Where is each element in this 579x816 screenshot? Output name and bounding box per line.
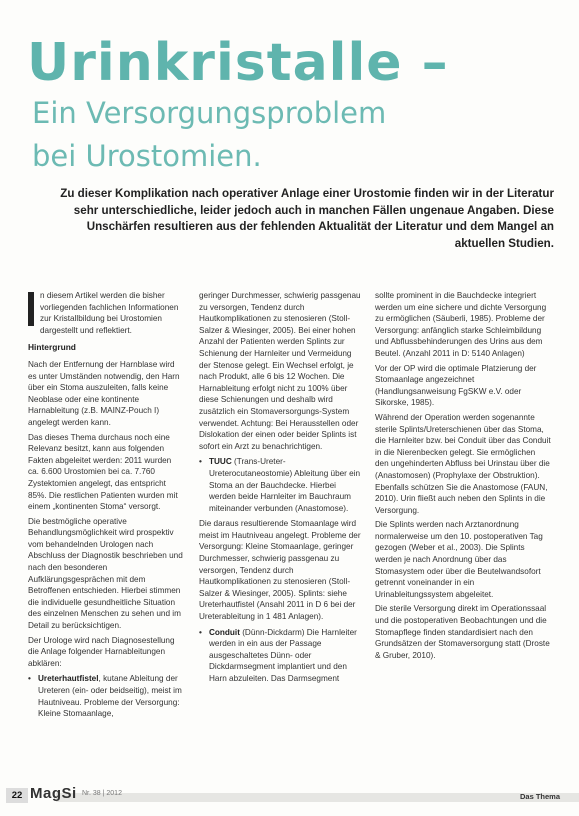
bullet-item: • Ureterhautfistel, kutane Ableitung der Ureteren (ein- oder beidseitig), meist im Hautniveau. Probleme der Versorgung: Kleine Stomaanlage, bbox=[28, 674, 182, 719]
paragraph: Die sterile Versorgung direkt im Operationssaal und die postoperativen Beobachtungen und die Stomapflege finden standardisiert nach den Grundsätzen der Stomaversorgung statt (Droste & Gruber, 2010). bbox=[375, 604, 550, 660]
paragraph: Nach der Entfernung der Harnblase wird es unter Umständen notwendig, den Harn über ein Stoma auszuleiten, falls keine Neoblase oder eine kontinente Harnableitung (z.B. MAINZ-Pouch I) angelegt werden kann. bbox=[28, 359, 180, 427]
bullet-item: • Conduit (Dünn-Dickdarm) Die Harnleiter werden in ein aus der Passage ausgeschaltetes Dünn- oder Dickdarmsegment implantiert und den Harn abzuleiten. Das Darmsegment bbox=[199, 627, 357, 683]
paragraph: Die Splints werden nach Arztanordnung normalerweise um den 10. postoperativen Tag gezogen (Weber et al., 2003). Die Splints werden je nach Anordnung über das Stomasystem oder über die Beutelwandsofort getrennt voneinander in ein Urinableitungssystem abgeleitet. bbox=[375, 520, 543, 599]
paragraph: Das dieses Thema durchaus noch eine Relevanz besitzt, kann aus folgenden Fakten abgeleitet werden: 2011 wurden ca. 6.600 Urostomien bei ca. 7.760 Zystektomien angelegt, das entspricht 85%. Die restlichen Patienten wurden mit einem „kontinenten Stoma“ versorgt. bbox=[28, 432, 178, 512]
bullet-icon: • bbox=[199, 457, 202, 467]
lead-paragraph: Zu dieser Komplikation nach operativer Anlage einer Urostomie finden wir in der Literatur sehr unterschiedliche, leider jedoch auch in manchen Fällen ungenaue Angaben. Diese Unschärfen resultieren aus der fehlenden Aktualität der Literatur und dem Mangel an aktuellen Studien. bbox=[60, 187, 554, 250]
bullet-icon: • bbox=[28, 674, 31, 684]
bullet-icon: • bbox=[199, 627, 202, 637]
paragraph: Der Urologe wird nach Diagnosestellung die Anlage folgender Harnableitungen abklären: bbox=[28, 635, 175, 668]
text-column-2 bbox=[199, 290, 365, 689]
bullet-item: • TUUC (Trans-Ureter-Ureterocutaneostomie) Ableitung über ein Stoma an der Bauchdecke. Hierbei werden beide Harnleiter im Bauchraum miteinander verbunden (Anastomose). bbox=[199, 457, 361, 513]
paragraph: Während der Operation werden sogenannte sterile Splints/Ureterschienen über das Stoma, die Harnleiter bzw. bei Conduit über das Conduit in die Nierenbecken gelegt. Sie ermöglichen den ungehinderten Abfluss bei Urinstau über die (Anastomosen) (Prophylaxe der Obstruktion). Ebenfalls schützen Sie die Anastomose (FAUN, 2010). Urin fließt auch neben den Splints in die Versorgung. bbox=[375, 412, 551, 515]
paragraph: sollte prominent in die Bauchdecke integriert werden um eine sichere und dichte Versorgung zu ermöglichen (Säuberli, 1985). Probleme der Versorgung: anfänglich starke Schleimbildung und Abflussbehinderungen des Urins aus dem Beutel. (Anzahl 2011 in D: 5140 Anlagen) bbox=[375, 291, 547, 358]
magazine-logo: MagSi bbox=[30, 785, 77, 802]
drop-cap bbox=[28, 292, 34, 326]
section-rubric: Das Thema bbox=[520, 792, 561, 801]
article-subtitle-line2: bei Urostomien. bbox=[32, 139, 262, 173]
paragraph: Die bestmögliche operative Behandlungsmöglichkeit wird prospektiv vom behandelnden Urologen nach Abschluss der Diagnostik beschrieben und nach den besonderen Aufklärungsgesprächen mit dem Betroffenen entschieden. Hierbei stimmen die individuelle gesundheitliche Situation des einzelnen Menschen zu sehen und im Detail zu berücksichtigen. bbox=[28, 516, 183, 631]
section-heading: Hintergrund bbox=[28, 342, 76, 353]
issue-label: Nr. 38 | 2012 bbox=[82, 790, 122, 797]
text-column-1 bbox=[28, 290, 184, 724]
paragraph: Die daraus resultierende Stomaanlage wird meist im Hautniveau angelegt. Probleme der Versorgung: Kleine Stomaanlage, geringer Durchmesser, schwierig passgenau zu versorgen, Tendenz durch Hautkomplikationen zu stenosieren (Stoll-Salzer & Wiesinger, 2005). Splints: siehe Ureterhautfistel (Ansahl 2011 in D 6 bei der Ureterableitung in 1 481 Anlagen). bbox=[199, 519, 361, 622]
page-number: 22 bbox=[6, 788, 28, 803]
paragraph: Vor der OP wird die optimale Platzierung der Stomaanlage angezeichnet (Handlungsanweisung FgSKW e.V. oder Sikorske, 1985). bbox=[375, 363, 537, 408]
footer-bar bbox=[56, 793, 579, 802]
article-title: Urinkristalle – bbox=[27, 33, 449, 93]
article-subtitle-line1: Ein Versorgungsproblem bbox=[32, 96, 387, 130]
paragraph: geringer Durchmesser, schwierig passgenau zu versorgen, Tendenz durch Hautkomplikationen zu stenosieren (Stoll-Salzer & Wiesinger, 2005). Bei einer hohen Anzahl der Patienten werden Splints zur Schienung der Harnleiter und Vermeidung der Stenose gelegt. Ein Wechsel erfolgt, je nach Produkt, alle 6 bis 12 Wochen. Die Harnableitung erfolgt nicht zu 100% über diese Schienungen und deshalb wird zusätzlich ein Stomaversorgungs-System verwendet. Achtung: Bei Herausstellen oder Dislokation der einen oder beider Splints ist sofort ein Arzt zu benachrichtigen. bbox=[199, 291, 361, 451]
text-column-3 bbox=[375, 290, 551, 664]
intro-paragraph: n diesem Artikel werden die bisher vorliegenden fachlichen Informationen zur Kristallbildung bei Urostomien dargestellt und reflektiert. bbox=[28, 290, 184, 336]
